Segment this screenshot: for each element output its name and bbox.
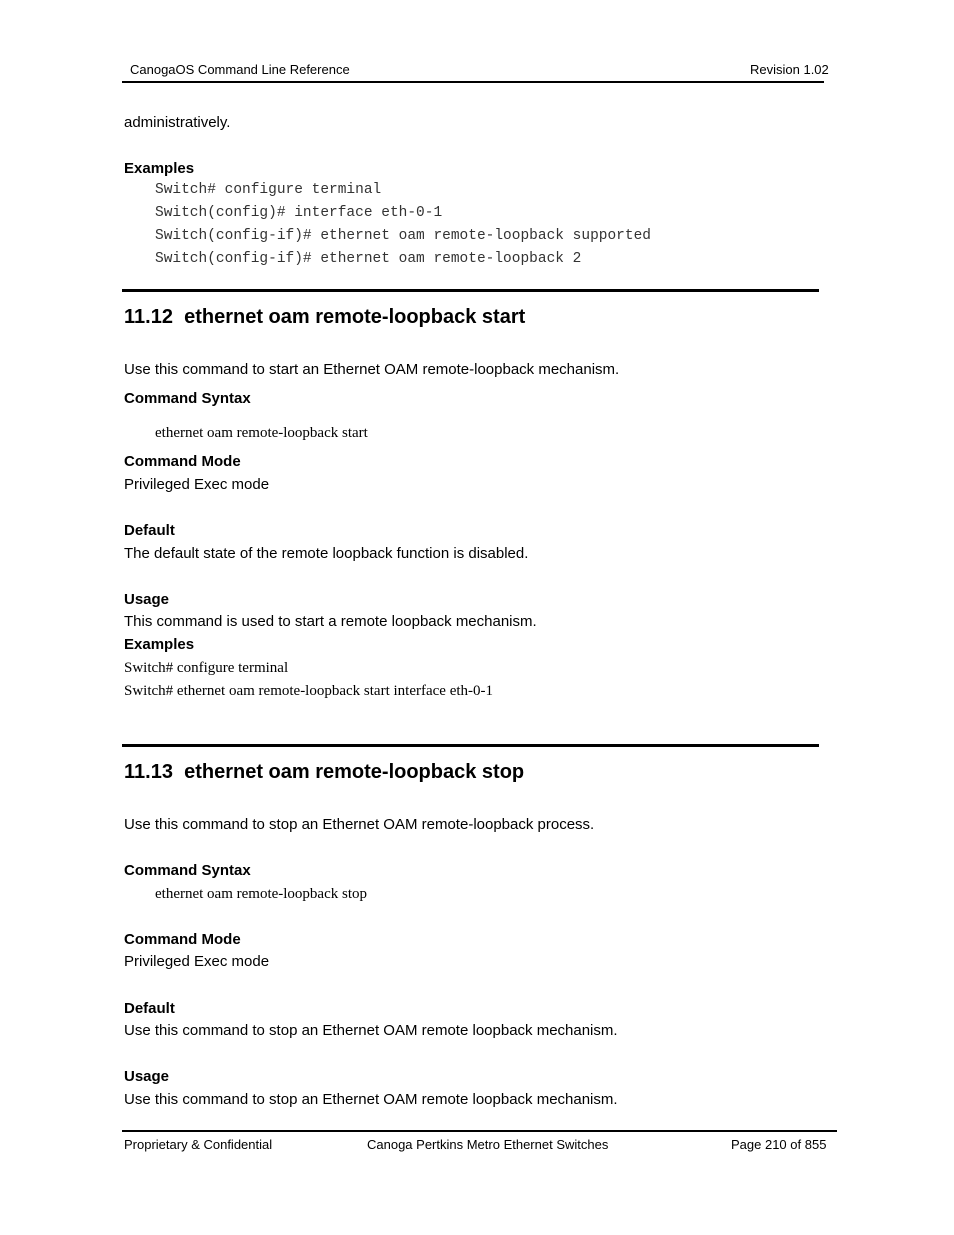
section-title: ethernet oam remote-loopback stop [184, 761, 525, 783]
default-label: Default [124, 1000, 175, 1017]
mode-label: Command Mode [124, 453, 241, 470]
default-text: Use this command to stop an Ethernet OAM remote loopback mechanism. [124, 1022, 618, 1039]
examples-label: Examples [124, 636, 195, 653]
mode-label: Command Mode [124, 931, 241, 948]
section-heading-1113 [124, 761, 524, 784]
footer-company: Canoga Pertkins Metro Ethernet Switches [367, 1137, 609, 1152]
header-rule [122, 81, 824, 83]
code-line: Switch(config-if)# ethernet oam remote-loopback supported [155, 228, 651, 244]
usage-label: Usage [124, 1068, 170, 1085]
section-description: Use this command to stop an Ethernet OAM remote-loopback process. [124, 816, 595, 833]
code-line: Switch(config)# interface eth-0-1 [155, 205, 443, 221]
section-rule [122, 289, 819, 292]
syntax-label: Command Syntax [124, 862, 251, 879]
footer-confidential: Proprietary & Confidential [124, 1137, 273, 1152]
section-number: 11.13 [124, 761, 173, 783]
syntax-label: Command Syntax [124, 390, 251, 407]
usage-label: Usage [124, 591, 170, 608]
footer-page-number: Page 210 of 855 [731, 1137, 827, 1152]
header-revision: Revision 1.02 [750, 62, 829, 77]
default-text: The default state of the remote loopback function is disabled. [124, 545, 529, 562]
footer-rule [122, 1130, 837, 1132]
section-number: 11.12 [124, 306, 173, 328]
usage-text: Use this command to stop an Ethernet OAM remote loopback mechanism. [124, 1091, 618, 1108]
intro-continuation: administratively. [124, 114, 231, 131]
intro-examples-label: Examples [124, 160, 195, 177]
section-heading-1112 [124, 306, 525, 329]
header-title: CanogaOS Command Line Reference [130, 62, 350, 77]
mode-text: Privileged Exec mode [124, 476, 270, 493]
syntax-text: ethernet oam remote-loopback stop [155, 886, 368, 902]
section-title: ethernet oam remote-loopback start [184, 306, 526, 328]
default-label: Default [124, 522, 175, 539]
section-description: Use this command to start an Ethernet OAM remote-loopback mechanism. [124, 361, 620, 378]
example-line: Switch# configure terminal [124, 660, 289, 676]
syntax-text: ethernet oam remote-loopback start [155, 425, 368, 441]
section-rule [122, 744, 819, 747]
usage-text: This command is used to start a remote loopback mechanism. [124, 613, 537, 630]
example-line: Switch# ethernet oam remote-loopback start interface eth-0-1 [124, 683, 494, 699]
mode-text: Privileged Exec mode [124, 953, 270, 970]
code-line: Switch(config-if)# ethernet oam remote-loopback 2 [155, 251, 582, 267]
code-line: Switch# configure terminal [155, 182, 382, 198]
